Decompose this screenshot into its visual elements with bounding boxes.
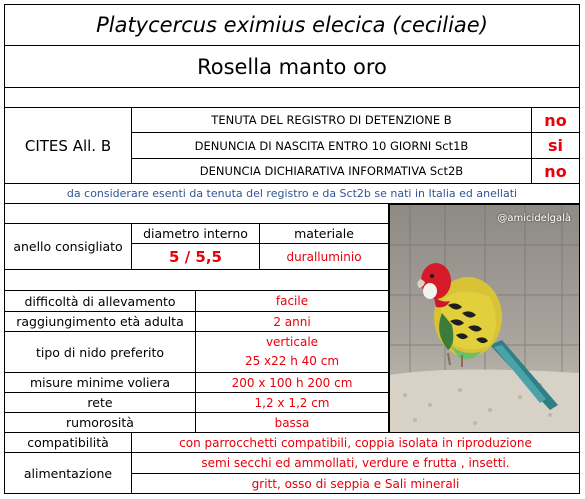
net-value: 1,2 x 1,2 cm: [196, 393, 389, 413]
cites-row-birth: DENUNCIA DI NASCITA ENTRO 10 GIORNI Sct1B: [132, 133, 532, 159]
spacer-row-3: [4, 270, 389, 291]
feeding-line-2: gritt, osso di seppia e Sali minerali: [132, 474, 580, 494]
common-name: Rosella manto oro: [4, 46, 580, 88]
nest-type: verticale: [265, 335, 319, 349]
aviary-label: misure minime voliera: [4, 373, 196, 393]
rosella-illustration: [390, 205, 579, 432]
difficulty-value: facile: [196, 291, 389, 312]
cites-row-declaration: DENUNCIA DICHIARATIVA INFORMATIVA Sct2B: [132, 159, 532, 184]
ring-diameter-header: diametro interno: [132, 224, 260, 244]
photo-watermark: @amicidelgalà: [497, 213, 571, 224]
net-label: rete: [4, 393, 196, 413]
feeding-line-1: semi secchi ed ammollati, verdure e frutta , insetti.: [132, 453, 580, 474]
cites-answer-register: no: [532, 108, 580, 133]
ring-material-header: materiale: [260, 224, 389, 244]
maturity-label: raggiungimento età adulta: [4, 312, 196, 332]
ring-material-value: duralluminio: [260, 244, 389, 270]
cites-note: da considerare esenti da tenuta del registro e da Sct2b se nati in Italia ed anellati: [4, 184, 580, 204]
noise-label: rumorosità: [4, 413, 196, 433]
aviary-value: 200 x 100 h 200 cm: [196, 373, 389, 393]
cites-answer-birth: si: [532, 133, 580, 159]
cites-answer-declaration: no: [532, 159, 580, 184]
spacer-row-2: [4, 204, 389, 224]
ring-label: anello consigliato: [4, 224, 132, 270]
cites-label: CITES All. B: [4, 108, 132, 184]
spacer-row: [4, 88, 580, 108]
nest-label: tipo di nido preferito: [4, 332, 196, 373]
nest-value: [196, 332, 389, 373]
difficulty-label: difficoltà di allevamento: [4, 291, 196, 312]
compatibility-label: compatibilità: [4, 433, 132, 453]
parrot-photo: [389, 204, 580, 433]
maturity-value: 2 anni: [196, 312, 389, 332]
cites-row-register: TENUTA DEL REGISTRO DI DETENZIONE B: [132, 108, 532, 133]
compatibility-value: con parrocchetti compatibili, coppia isolata in riproduzione: [132, 433, 580, 453]
nest-size: 25 x22 h 40 cm: [244, 354, 340, 368]
feeding-label: alimentazione: [4, 453, 132, 494]
noise-value: bassa: [196, 413, 389, 433]
ring-diameter-value: 5 / 5,5: [132, 244, 260, 270]
scientific-name: Platycercus eximius elecica (ceciliae): [4, 4, 580, 46]
species-sheet: [4, 4, 580, 494]
